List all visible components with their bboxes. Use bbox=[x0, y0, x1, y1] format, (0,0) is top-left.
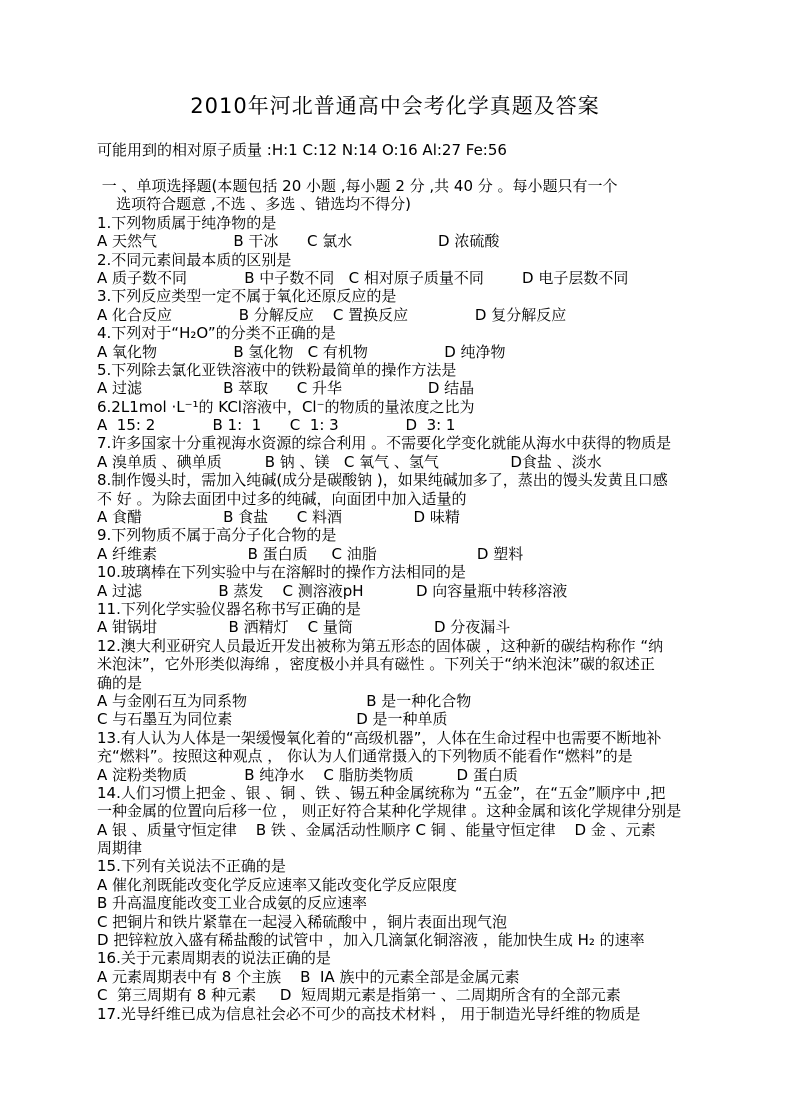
section-heading-line-1: 一 、单项选择题(本题包括 20 小题 ,每小题 2 分 ,共 40 分 。每小题只有一个 bbox=[97, 177, 618, 195]
question-14-stem-line-2: 一种金属的位置向后移一位 ， 则正好符合某种化学规律 。这种金属和该化学规律分别是 bbox=[97, 802, 682, 821]
question-9-options: A 纤维素 B 蛋白质 C 油脂 D 塑料 bbox=[97, 544, 524, 563]
question-3-options: A 化合反应 B 分解反应 C 置换反应 D 复分解反应 bbox=[97, 305, 567, 324]
question-4-stem: 4.下列对于“H₂O”的分类不正确的是 bbox=[97, 324, 336, 343]
question-10-options: A 过滤 B 蒸发 C 测溶液pH D 向容量瓶中转移溶液 bbox=[97, 581, 568, 600]
document-title: 2010年河北普通高中会考化学真题及答案 bbox=[190, 94, 600, 118]
question-5-options: A 过滤 B 萃取 C 升华 D 结晶 bbox=[97, 379, 475, 398]
question-12-stem-line-2: 米泡沫”，它外形类似海绵 ，密度极小并具有磁性 。下列关于“纳米泡沫”碳的叙述正 bbox=[97, 655, 655, 674]
question-12-options-line-2: C 与石墨互为同位素 D 是一种单质 bbox=[97, 710, 448, 729]
question-11-stem: 11.下列化学实验仪器名称书写正确的是 bbox=[97, 599, 361, 618]
question-16-stem: 16.关于元素周期表的说法正确的是 bbox=[97, 949, 331, 968]
question-8-stem-line-1: 8.制作馒头时，需加入纯碱(成分是碳酸钠 )，如果纯碱加多了，蒸出的馒头发黄且口感 bbox=[97, 471, 668, 490]
question-9-stem: 9.下列物质不属于高分子化合物的是 bbox=[97, 526, 337, 545]
question-12-stem-line-1: 12.澳大利亚研究人员最近开发出被称为第五形态的固体碳 ，这种新的碳结构称作 “纳 bbox=[97, 636, 664, 655]
question-10-stem: 10.玻璃棒在下列实验中与在溶解时的操作方法相同的是 bbox=[97, 563, 466, 582]
question-15-option-c: C 把铜片和铁片紧靠在一起浸入稀硫酸中 ，铜片表面出现气泡 bbox=[97, 912, 508, 931]
question-16-options-line-2: C 第三周期有 8 种元素 D 短周期元素是指第一 、二周期所含有的全部元素 bbox=[97, 986, 621, 1005]
question-7-options: A 溴单质 、碘单质 B 钠 、镁 C 氧气 、氢气 D食盐 、淡水 bbox=[97, 452, 602, 471]
question-14-stem-line-1: 14.人们习惯上把金 、银 、铜 、铁 、锡五种金属统称为 “五金”，在“五金”顺序中 ,把 bbox=[97, 783, 666, 802]
question-7-stem: 7.许多国家十分重视海水资源的综合利用 。不需要化学变化就能从海水中获得的物质是 bbox=[97, 434, 672, 453]
question-12-options-line-1: A 与金刚石互为同系物 B 是一种化合物 bbox=[97, 691, 472, 710]
question-8-stem-line-2: 不 好 。为除去面团中过多的纯碱，向面团中加入适量的 bbox=[97, 489, 467, 508]
question-8-options: A 食醋 B 食盐 C 料酒 D 味精 bbox=[97, 508, 460, 527]
question-2-stem: 2.不同元素间最本质的区别是 bbox=[97, 250, 292, 269]
question-6-stem: 6.2L1mol ·L⁻¹的 KCl溶液中，Cl⁻的物质的量浓度之比为 bbox=[97, 397, 475, 416]
question-2-options: A 质子数不同 B 中子数不同 C 相对原子质量不同 D 电子层数不同 bbox=[97, 268, 629, 287]
question-16-options-line-1: A 元素周期表中有 8 个主族 B IA 族中的元素全部是金属元素 bbox=[97, 967, 520, 986]
question-15-option-d: D 把锌粒放入盛有稀盐酸的试管中 ，加入几滴氯化铜溶液 ，能加快生成 H₂ 的速率 bbox=[97, 931, 645, 950]
question-12-stem-line-3: 确的是 bbox=[97, 673, 143, 692]
question-15-option-b: B 升高温度能改变工业合成氨的反应速率 bbox=[97, 894, 368, 913]
question-4-options: A 氧化物 B 氢化物 C 有机物 D 纯净物 bbox=[97, 342, 506, 361]
question-14-options-line-2: 周期律 bbox=[97, 839, 143, 858]
atomic-mass-note: 可能用到的相对原子质量 :H:1 C:12 N:14 O:16 Al:27 Fe:56 bbox=[97, 141, 507, 159]
question-13-stem-line-1: 13.有人认为人体是一架缓慢氧化着的“高级机器”，人体在生命过程中也需要不断地补 bbox=[97, 728, 662, 747]
question-13-options: A 淀粉类物质 B 纯净水 C 脂肪类物质 D 蛋白质 bbox=[97, 765, 518, 784]
question-17-stem: 17.光导纤维已成为信息社会必不可少的高技术材料 ， 用于制造光导纤维的物质是 bbox=[97, 1004, 641, 1023]
question-1-stem: 1.下列物质属于纯净物的是 bbox=[97, 213, 277, 232]
question-1-options: A 天然气 B 干冰 C 氯水 D 浓硫酸 bbox=[97, 232, 500, 251]
question-13-stem-line-2: 充“燃料”。按照这种观点 ， 你认为人们通常摄入的下列物质不能看作“燃料”的是 bbox=[97, 747, 633, 766]
question-11-options: A 钳锅坩 B 洒精灯 C 量筒 D 分夜漏斗 bbox=[97, 618, 511, 637]
question-14-options-line-1: A 银 、质量守恒定律 B 铁 、金属活动性顺序 C 铜 、能量守恒定律 D 金 、元素 bbox=[97, 820, 656, 839]
question-15-option-a: A 催化剂既能改变化学反应速率又能改变化学反应限度 bbox=[97, 875, 458, 894]
question-6-options: A 15: 2 B 1: 1 C 1: 3 D 3: 1 bbox=[97, 416, 456, 435]
question-5-stem: 5.下列除去氯化亚铁溶液中的铁粉最简单的操作方法是 bbox=[97, 360, 457, 379]
question-15-stem: 15.下列有关说法不正确的是 bbox=[97, 857, 286, 876]
question-list bbox=[97, 177, 762, 1023]
question-3-stem: 3.下列反应类型一定不属于氧化还原反应的是 bbox=[97, 287, 397, 306]
section-heading-line-2: 选项符合题意 ,不选 、多选 、错选均不得分) bbox=[97, 195, 411, 214]
